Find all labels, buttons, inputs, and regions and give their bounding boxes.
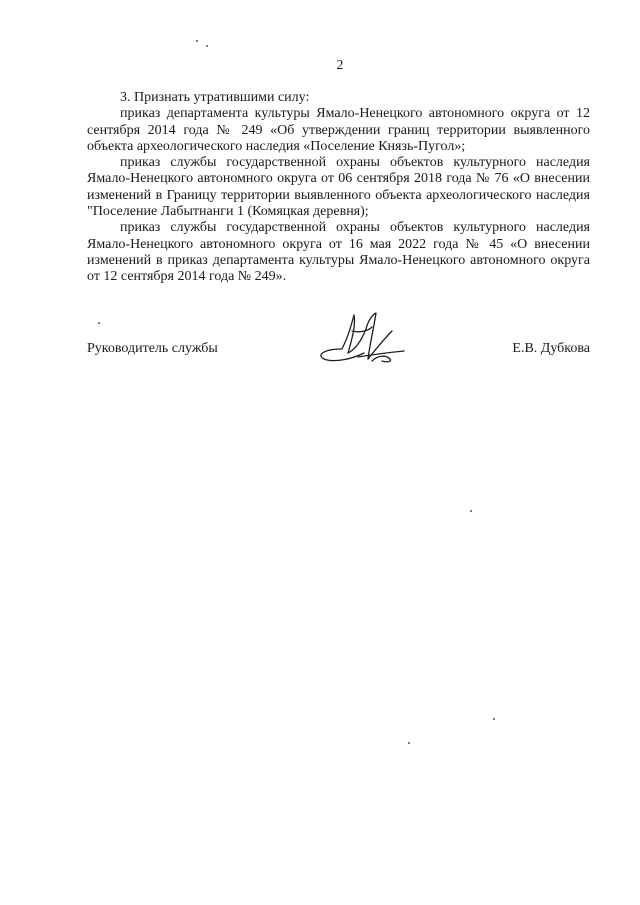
paragraph-order-2018: приказ службы государственной охраны объектов культурного наследия Ямало-Ненецкого автономного округа от 06 сентября 2018 года № 76 «О внесении изменений в Границу территории выявленного объекта археологического наследия "Поселение Лабытнанги 1 (Комяцкая деревня); — [87, 155, 590, 220]
document-body — [87, 90, 590, 286]
signature-block — [87, 309, 590, 369]
scan-speck — [493, 718, 495, 720]
paragraph-order-2022: приказ службы государственной охраны объектов культурного наследия Ямало-Ненецкого автономного округа от 16 мая 2022 года № 45 «О внесении изменений в приказ департамента культуры Ямало-Ненецкого автономного округа от 12 сентября 2014 года № 249». — [87, 220, 590, 285]
scan-speck — [408, 742, 410, 744]
scan-speck — [196, 40, 198, 42]
page-number: 2 — [336, 58, 344, 73]
paragraph-clause-3: 3. Признать утратившими силу: — [120, 90, 310, 105]
handwritten-signature — [312, 309, 407, 365]
scan-speck — [470, 510, 472, 512]
signatory-name: Е.В. Дубкова — [512, 341, 590, 356]
signatory-title: Руководитель службы — [87, 341, 218, 356]
scan-speck — [98, 322, 100, 324]
scan-speck — [206, 45, 208, 47]
paragraph-order-2014: приказ департамента культуры Ямало-Ненецкого автономного округа от 12 сентября 2014 года № 249 «Об утверждении границ территории выявленного объекта археологического наследия «Поселение Князь-Пугол»; — [87, 106, 590, 154]
